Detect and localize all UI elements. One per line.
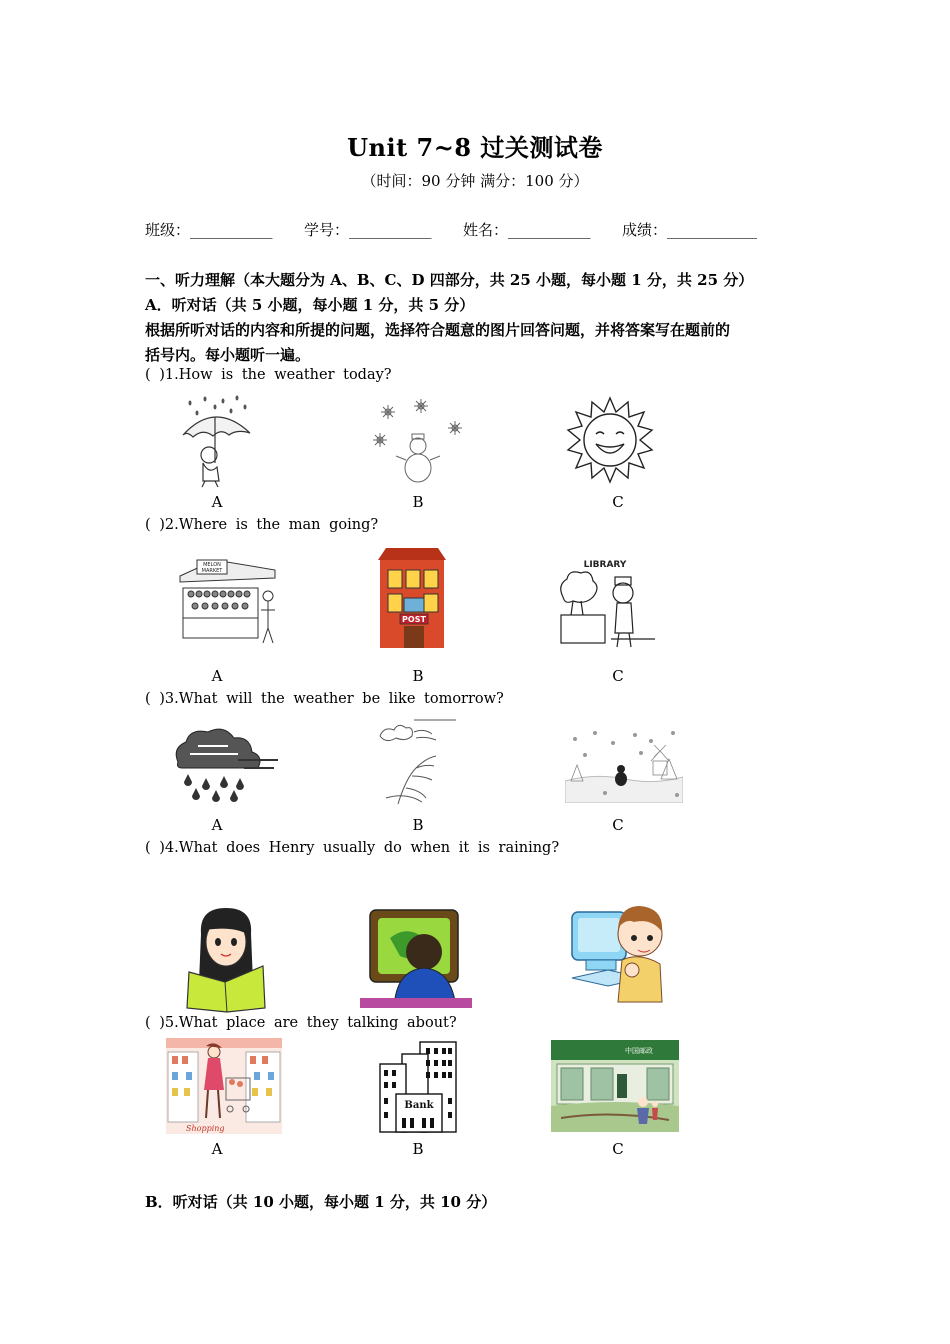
q2-option-a-label: A xyxy=(211,667,223,685)
q3-option-b-label: B xyxy=(412,816,424,834)
shopping-caption-text: Shopping xyxy=(186,1124,225,1133)
q5-option-b-label: B xyxy=(412,1140,424,1158)
snow-scene-image xyxy=(565,725,683,803)
q3-option-a-label: A xyxy=(211,816,223,834)
question-3: ( )3.What will the weather be like tomorrow? xyxy=(145,691,504,707)
post-office-sign-text: 中国邮政 xyxy=(625,1047,653,1055)
question-2: ( )2.Where is the man going? xyxy=(145,517,379,533)
library-sign-text: LIBRARY xyxy=(583,560,627,570)
rain-cloud-image xyxy=(168,722,282,804)
supermarket-shopping-image xyxy=(166,1038,282,1134)
section-b-title: B．听对话（共 10 小题，每小题 1 分，共 10 分） xyxy=(145,1193,497,1211)
q3-option-c-label: C xyxy=(612,816,624,834)
library-image xyxy=(555,555,660,650)
section-a-title: A．听对话（共 5 小题，每小题 1 分，共 5 分） xyxy=(145,296,475,314)
score-field[interactable]: 成绩：____________ xyxy=(622,221,758,239)
page-title: Unit 7~8 过关测试卷 xyxy=(347,133,603,162)
question-5: ( )5.What place are they talking about? xyxy=(145,1015,457,1031)
section-heading: 一、听力理解（本大题分为 A、B、C、D 四部分，共 25 小题，每小题 1 分，共 25 分） xyxy=(145,271,754,289)
wind-image xyxy=(376,718,458,806)
post-office-scene-image xyxy=(551,1040,679,1132)
sun-image xyxy=(566,396,654,484)
melon-sign-text: MELON xyxy=(203,562,221,568)
name-field[interactable]: 姓名：___________ xyxy=(463,221,591,239)
q1-option-b-label: B xyxy=(412,493,424,511)
class-field[interactable]: 班级：___________ xyxy=(145,221,273,239)
q1-option-a-label: A xyxy=(211,493,223,511)
q5-option-c-label: C xyxy=(612,1140,624,1158)
rain-umbrella-image xyxy=(175,395,257,490)
fruit-market-image xyxy=(175,548,280,648)
post-sign-text: POST xyxy=(402,615,426,624)
q1-option-c-label: C xyxy=(612,493,624,511)
question-1: ( )1.How is the weather today? xyxy=(145,367,392,383)
q5-option-a-label: A xyxy=(211,1140,223,1158)
bank-sign-text: Bank xyxy=(404,1100,434,1111)
section-a-instruction-2: 括号内。每小题听一遍。 xyxy=(145,346,311,364)
snowman-image xyxy=(368,398,468,488)
bank-buildings-image xyxy=(376,1038,462,1134)
boy-watching-tv-image xyxy=(360,908,472,1008)
section-a-instruction-1: 根据所听对话的内容和所提的问题，选择符合题意的图片回答问题，并将答案写在题前的 xyxy=(145,321,731,339)
student-number-field[interactable]: 学号：___________ xyxy=(304,221,432,239)
page-subtitle: （时间：90 分钟 满分：100 分） xyxy=(361,172,589,190)
post-office-building-image xyxy=(376,546,448,650)
svg-text:MARKET: MARKET xyxy=(201,568,223,574)
q2-option-b-label: B xyxy=(412,667,424,685)
q2-option-c-label: C xyxy=(612,667,624,685)
girl-reading-image xyxy=(183,904,269,1014)
boy-computer-image xyxy=(568,898,666,1006)
question-4: ( )4.What does Henry usually do when it is raining? xyxy=(145,840,560,856)
